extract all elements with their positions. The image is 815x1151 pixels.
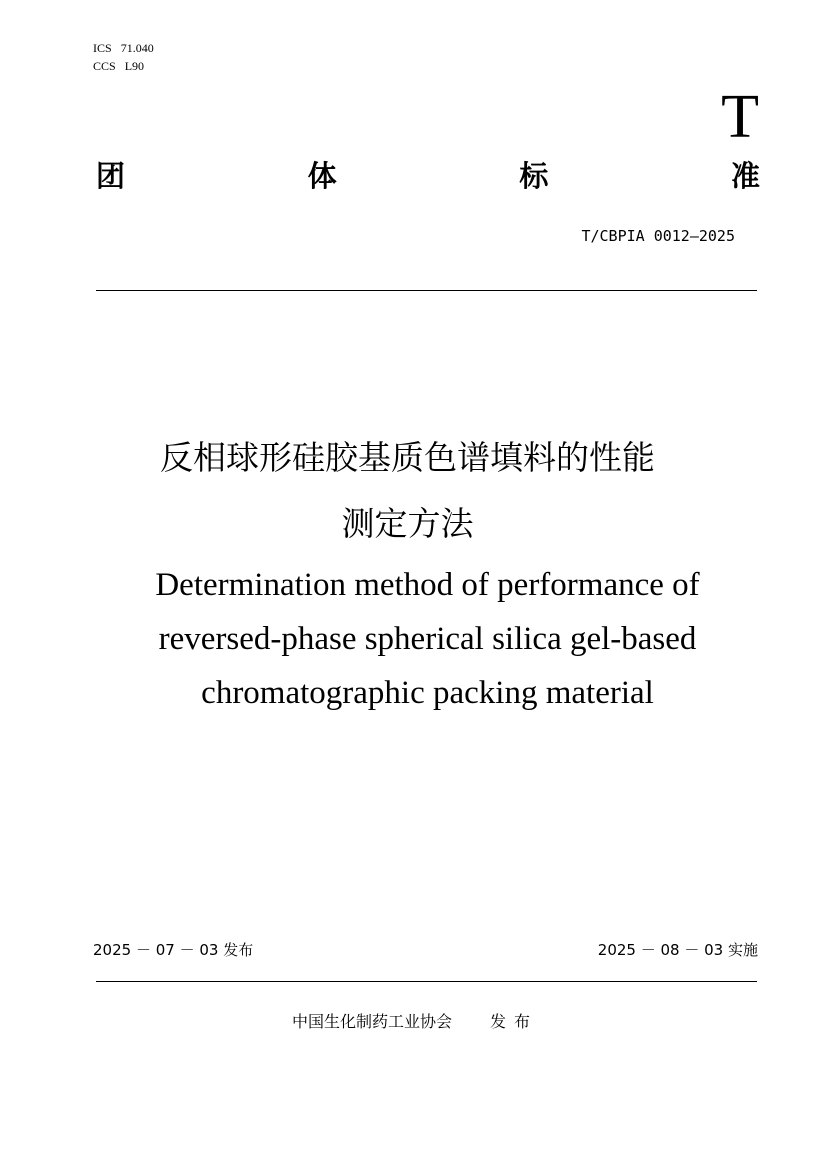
standard-type-char: 标 [519, 159, 549, 193]
ccs-code [93, 59, 144, 73]
standard-type-char: 准 [730, 159, 760, 193]
ccs-label: CCS [93, 59, 116, 73]
standard-type-char: 团 [96, 159, 126, 193]
standard-letter: T [721, 83, 759, 151]
implement-date: 2025 － 08 － 03 实施 [597, 941, 758, 959]
publisher-name: 中国生化制药工业协会 [291, 1012, 452, 1031]
standard-type-char: 体 [307, 159, 337, 193]
title-en-line-3: chromatographic packing material [201, 675, 654, 711]
title-cn-line-1: 反相球形硅胶基质色谱填料的性能 [160, 438, 655, 477]
title-cn-line-2: 测定方法 [341, 504, 474, 543]
ics-label: ICS [93, 41, 112, 55]
title-en-line-2: reversed-phase spherical silica gel-based [158, 621, 697, 657]
footer-divider [96, 981, 757, 982]
issue-date: 2025 － 07 － 03 发布 [93, 941, 254, 959]
header-divider [96, 290, 757, 291]
publisher-suffix: 发布 [490, 1012, 539, 1031]
ics-code [93, 41, 154, 55]
ics-value: 71.040 [120, 41, 154, 55]
publisher-line [0, 1011, 815, 1033]
standard-number: T/CBPIA 0012—2025 [581, 227, 735, 245]
ccs-value: L90 [124, 59, 145, 73]
title-en-line-1: Determination method of performance of [155, 567, 700, 603]
standard-type-heading [96, 158, 760, 194]
